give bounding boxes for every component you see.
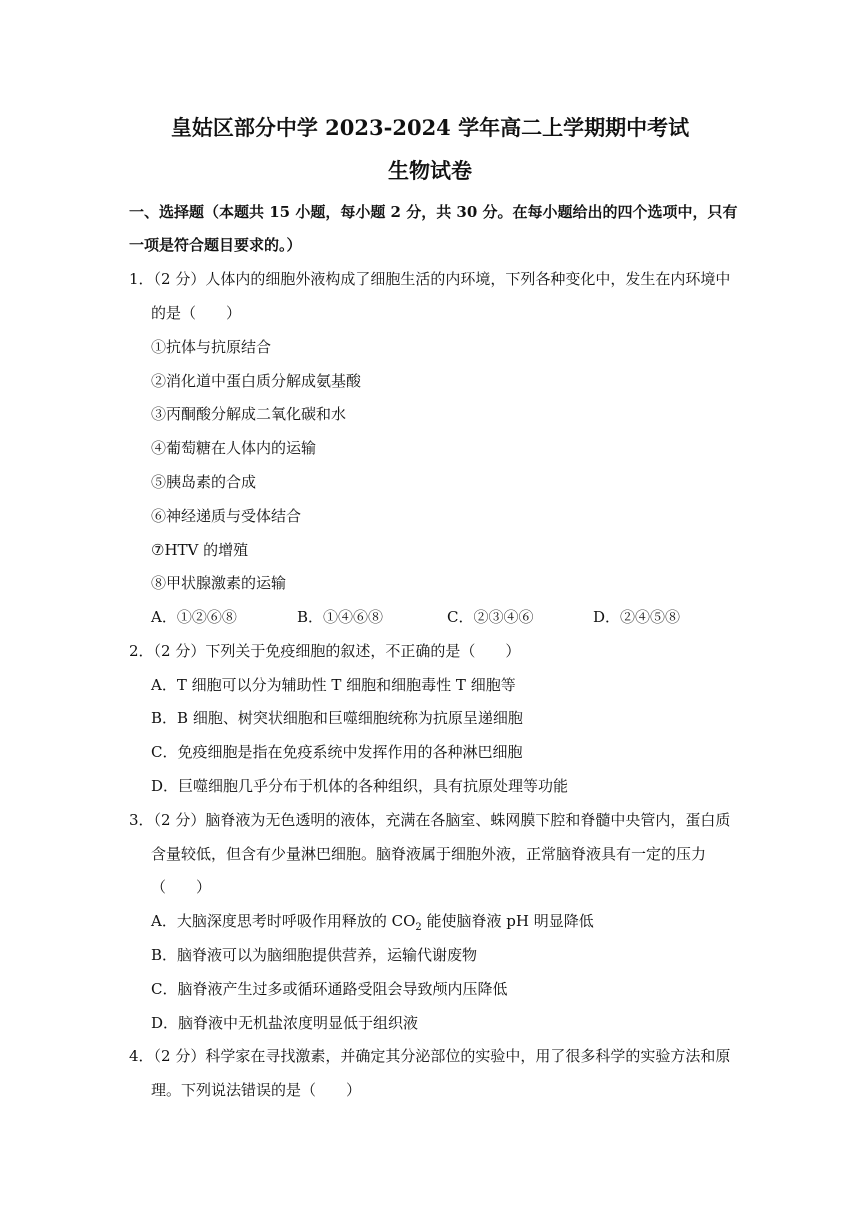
question-3-stem-line-1: 3．（2 分）脑脊液为无色透明的液体，充满在各脑室、蛛网膜下腔和脊髓中央管内，蛋白质: [129, 811, 731, 829]
question-1-option-d: D．②④⑤⑧: [593, 608, 681, 626]
question-1-option-a: A．①②⑥⑧: [151, 608, 237, 626]
question-4-stem-line-1: 4．（2 分）科学家在寻找激素，并确定其分泌部位的实验中，用了很多科学的实验方法和原: [129, 1047, 731, 1065]
section-heading-line-1: 一、选择题（本题共 15 小题，每小题 2 分，共 30 分。在每小题给出的四个选项中，只有: [129, 203, 738, 221]
question-2-option-d: D．巨噬细胞几乎分布于机体的各种组织，具有抗原处理等功能: [151, 777, 569, 795]
co2-subscript: 2: [415, 922, 422, 933]
question-1-item-2: ②消化道中蛋白质分解成氨基酸: [151, 372, 362, 390]
section-heading-line-2: 一项是符合题目要求的。）: [129, 236, 302, 254]
question-3-option-a: [151, 910, 594, 932]
question-3-stem-line-3: （ ）: [151, 878, 212, 896]
question-1-item-5: ⑤胰岛素的合成: [151, 473, 257, 491]
question-1-option-b: B．①④⑥⑧: [297, 608, 384, 626]
question-1-stem-line-2: 的是（ ）: [151, 304, 242, 322]
question-4-stem-line-2: 理。下列说法错误的是（ ）: [151, 1081, 362, 1099]
question-2-option-b: B．B 细胞、树突状细胞和巨噬细胞统称为抗原呈递细胞: [151, 709, 523, 727]
exam-subtitle: 生物试卷: [388, 158, 472, 183]
question-2-stem: 2．（2 分）下列关于免疫细胞的叙述，不正确的是（ ）: [129, 642, 521, 660]
question-2-option-a: A．T 细胞可以分为辅助性 T 细胞和细胞毒性 T 细胞等: [151, 676, 516, 694]
question-1-item-3: ③丙酮酸分解成二氧化碳和水: [151, 405, 347, 423]
question-3-option-c: C．脑脊液产生过多或循环通路受阻会导致颅内压降低: [151, 980, 508, 998]
exam-title: 皇姑区部分中学 2023-2024 学年高二上学期期中考试: [170, 115, 690, 140]
question-1-stem-line-1: 1．（2 分）人体内的细胞外液构成了细胞生活的内环境，下列各种变化中，发生在内环境中: [129, 270, 731, 288]
question-2-option-c: C．免疫细胞是指在免疫系统中发挥作用的各种淋巴细胞: [151, 743, 523, 761]
question-3-option-d: D．脑脊液中无机盐浓度明显低于组织液: [151, 1014, 419, 1032]
question-1-option-c: C．②③④⑥: [447, 608, 534, 626]
question-3-stem-line-2: 含量较低，但含有少量淋巴细胞。脑脊液属于细胞外液，正常脑脊液具有一定的压力: [151, 845, 707, 863]
question-1-item-6: ⑥神经递质与受体结合: [151, 507, 302, 525]
question-1-item-7: ⑦HTV 的增殖: [151, 541, 249, 559]
question-3-option-a-text-end: 能使脑脊液 pH 明显降低: [421, 912, 594, 930]
question-1-item-1: ①抗体与抗原结合: [151, 338, 272, 356]
question-3-option-b: B．脑脊液可以为脑细胞提供营养，运输代谢废物: [151, 946, 478, 964]
question-1-item-4: ④葡萄糖在人体内的运输: [151, 439, 317, 457]
question-3-option-a-text: A．大脑深度思考时呼吸作用释放的 CO: [151, 912, 416, 930]
question-1-item-8: ⑧甲状腺激素的运输: [151, 574, 287, 592]
